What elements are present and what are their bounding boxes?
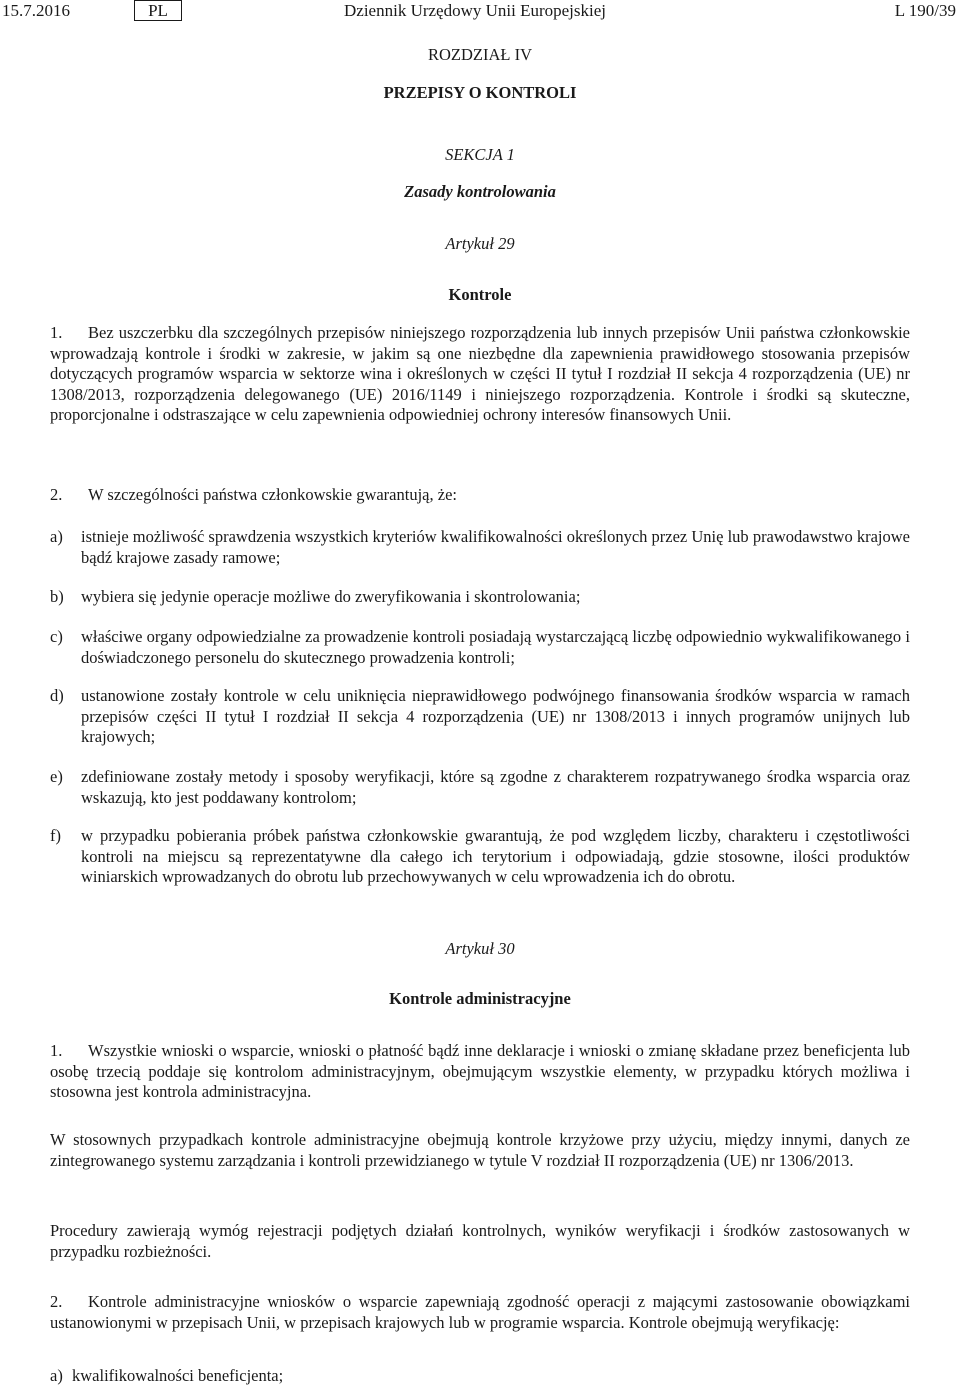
article-30-paragraph-2 xyxy=(50,1292,910,1333)
section-title: Zasady kontrolowania xyxy=(404,182,556,201)
list-item xyxy=(50,826,910,888)
article-30-label: Artykuł 30 xyxy=(445,939,515,958)
article-29-label: Artykuł 29 xyxy=(445,234,515,253)
list-item-text: właściwe organy odpowiedzialne za prowadzenie kontroli posiadają wystarczającą liczbę odpowiednio wykwalifikowanego i doświadczonego personelu do skutecznego prowadzenia kontroli; xyxy=(81,627,910,667)
journal-title: Dziennik Urzędowy Unii Europejskiej xyxy=(344,1,607,20)
publication-date: 15.7.2016 xyxy=(2,1,70,20)
paragraph-number: 1. xyxy=(50,323,63,342)
paragraph-number: 1. xyxy=(50,1041,63,1060)
list-item-label: a) xyxy=(50,1366,63,1385)
paragraph-text: Kontrole administracyjne wniosków o wsparcie zapewniają zgodność operacji z mającymi zastosowanie obowiązkami ustanowionymi w przepisach Unii, w przepisach krajowych lub w programie wsparcia. Kontrole obejmują weryfikację: xyxy=(50,1292,910,1332)
list-item-label: e) xyxy=(50,767,63,786)
article-29-paragraph-2 xyxy=(50,485,910,506)
language-badge: PL xyxy=(134,0,182,21)
list-item xyxy=(50,627,910,668)
article-30-title: Kontrole administracyjne xyxy=(389,989,571,1008)
list-item-label: f) xyxy=(50,826,61,845)
page-reference: L 190/39 xyxy=(894,1,956,20)
list-item-text: wybiera się jedynie operacje możliwe do zweryfikowania i skontrolowania; xyxy=(81,587,581,606)
page-header xyxy=(0,0,960,24)
chapter-title: PRZEPISY O KONTROLI xyxy=(383,83,577,102)
article-30-paragraph-1-cont: W stosownych przypadkach kontrole administracyjne obejmują kontrole krzyżowe przy użyciu, między innymi, danych ze zintegrowanego systemu zarządzania i kontroli przewidzianego w tytule V rozdział II rozporządzenia (UE) nr 1306/2013. xyxy=(50,1130,910,1170)
list-item-label: d) xyxy=(50,686,64,705)
chapter-label: ROZDZIAŁ IV xyxy=(427,45,533,64)
paragraph-number: 2. xyxy=(50,1292,63,1311)
article-30-paragraph-1-procedures: Procedury zawierają wymóg rejestracji podjętych działań kontrolnych, wyników weryfikacji i środków zastosowanych w przypadku rozbieżności. xyxy=(50,1221,910,1261)
list-item xyxy=(50,527,910,568)
article-29-paragraph-1 xyxy=(50,323,910,426)
paragraph-text: W szczególności państwa członkowskie gwarantują, że: xyxy=(88,485,457,504)
list-item-text: kwalifikowalności beneficjenta; xyxy=(72,1366,284,1385)
paragraph-text: Wszystkie wnioski o wsparcie, wnioski o płatność bądź inne deklaracje i wnioski o zmianę składane przez beneficjenta lub osobę trzecią poddaje się kontrolom administracyjnym, obejmującym wszystkie elementy, w przypadku których możliwa i stosowna jest kontrola administracyjna. xyxy=(50,1041,910,1102)
article-29-title: Kontrole xyxy=(448,285,512,304)
list-item-text: istnieje możliwość sprawdzenia wszystkich kryteriów kwalifikowalności określonych przez Unię lub prawodawstwo krajowe bądź krajowe zasady ramowe; xyxy=(81,527,910,567)
list-item-text: zdefiniowane zostały metody i sposoby weryfikacji, które są zgodne z charakterem rozpatrywanego środka wsparcia oraz wskazują, kto jest poddawany kontrolom; xyxy=(81,767,910,807)
list-item-text: ustanowione zostały kontrole w celu uniknięcia nieprawidłowego podwójnego finansowania środków wsparcia w ramach przepisów części II tytuł I rozdział II sekcja 4 rozporządzenia (UE) nr 1308/2013 i innych programów unijnych lub krajowych; xyxy=(81,686,910,747)
paragraph-number: 2. xyxy=(50,485,63,504)
list-item-label: a) xyxy=(50,527,63,546)
list-item xyxy=(50,1366,910,1387)
list-item-text: w przypadku pobierania próbek państwa członkowskie gwarantują, że pod względem liczby, charakteru i częstotliwości kontroli na miejscu są reprezentatywne dla całego ich terytorium i odpowiadają, gdzie stosowne, ilości produktów winiarskich wprowadzanych do obrotu lub przechowywanych w celu wprowadzenia ich do obrotu. xyxy=(81,826,910,887)
list-item xyxy=(50,767,910,808)
list-item xyxy=(50,587,910,608)
paragraph-text: Bez uszczerbku dla szczególnych przepisów niniejszego rozporządzenia lub innych przepisów Unii państwa członkowskie wprowadzają kontrole i środki w zakresie, w jakim są one niezbędne dla zapewnienia prawidłowego stosowania przepisów dotyczących programów wsparcia w sektorze wina i określonych w części II tytuł I rozdział II sekcja 4 rozporządzenia (UE) nr 1308/2013, rozporządzenia delegowanego (UE) 2016/1149 i niniejszego rozporządzenia. Kontrole i środki są skuteczne, proporcjonalne i odstraszające w celu zapewnienia odpowiedniej ochrony interesów finansowych Unii. xyxy=(50,323,910,425)
list-item xyxy=(50,686,910,748)
list-item-label: b) xyxy=(50,587,64,606)
article-30-paragraph-1 xyxy=(50,1041,910,1103)
section-label: SEKCJA 1 xyxy=(445,145,515,164)
list-item-label: c) xyxy=(50,627,63,646)
